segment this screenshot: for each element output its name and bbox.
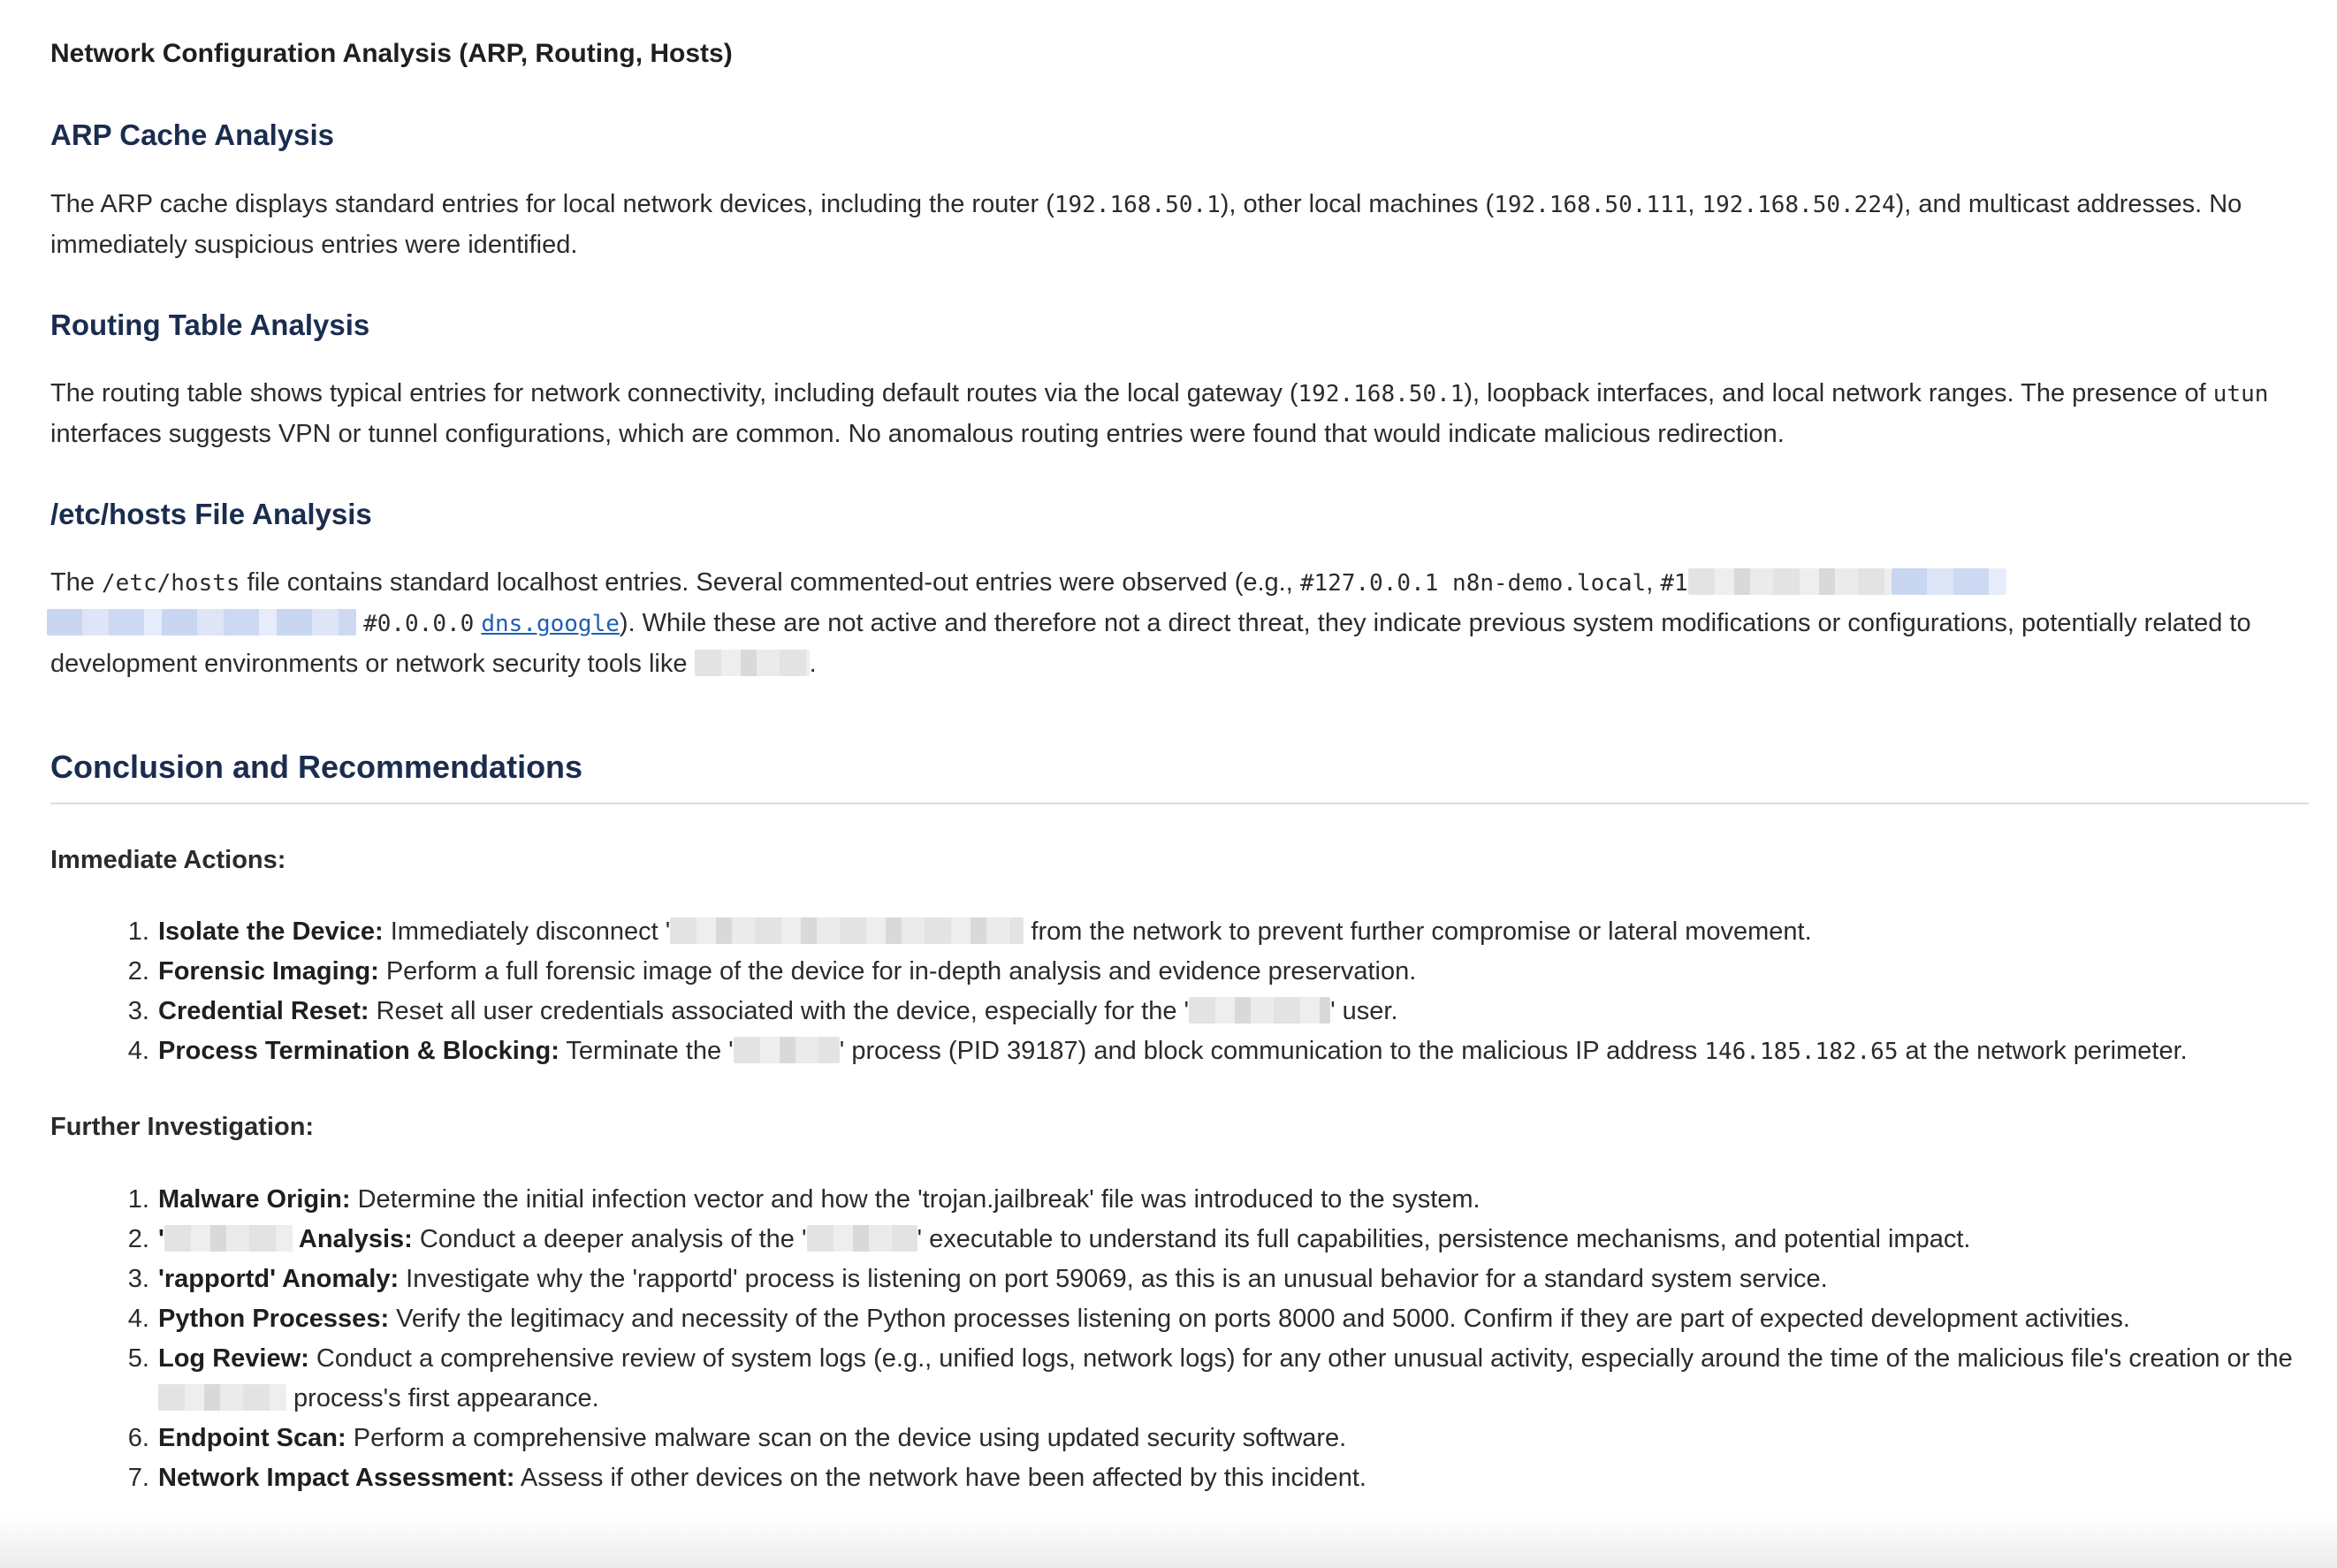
routing-heading: Routing Table Analysis <box>50 308 370 341</box>
item-label-prefix: ' <box>158 1225 164 1253</box>
redacted-link-block <box>1892 568 2006 595</box>
arp-text-2: ), other local machines ( <box>1220 190 1495 218</box>
immediate-actions-list <box>50 912 2313 1072</box>
hosts-code-path: /etc/hosts <box>102 570 240 597</box>
arp-sep: , <box>1687 190 1702 218</box>
item-text: Terminate the ' <box>559 1037 734 1065</box>
item-text: Conduct a deeper analysis of the ' <box>412 1225 807 1253</box>
immediate-actions-heading: Immediate Actions: <box>50 846 286 874</box>
item-text: Conduct a comprehensive review of system logs (e.g., unified logs, network logs) for any other unusual activity, especially around the time of the malicious file's creation or the <box>308 1344 2293 1373</box>
item-label: Malware Origin: <box>158 1185 351 1214</box>
item-label: Log Review: <box>158 1344 309 1373</box>
item-text: Assess if other devices on the network have been affected by this incident. <box>514 1464 1366 1492</box>
page-title: Network Configuration Analysis (ARP, Routing, Hosts) <box>50 39 733 68</box>
routing-text-1: The routing table shows typical entries for network connectivity, including default routes via the local gateway ( <box>50 379 1298 407</box>
arp-text-3: ), and multicast addresses. No immediately suspicious entries were identified. <box>50 190 2242 259</box>
list-item <box>156 952 2313 992</box>
item-text: at the network perimeter. <box>1898 1037 2188 1065</box>
hosts-heading: /etc/hosts File Analysis <box>50 498 372 530</box>
hosts-code-entry-2: #1 <box>1660 570 1688 597</box>
list-item <box>156 1299 2313 1339</box>
arp-heading: ARP Cache Analysis <box>50 118 334 151</box>
item-label: Forensic Imaging: <box>158 957 379 986</box>
item-text: Verify the legitimacy and necessity of the Python processes listening on ports 8000 and 5000. Confirm if they are part of expected development activities. <box>389 1305 2130 1333</box>
item-label: Analysis: <box>292 1225 413 1253</box>
list-item <box>156 992 2313 1031</box>
item-text: Investigate why the 'rapportd' process is listening on port 59069, as this is an unusual behavior for a standard system service. <box>399 1265 1828 1293</box>
redacted-block <box>695 650 810 676</box>
redacted-block <box>158 1384 286 1411</box>
item-label: Python Processes: <box>158 1305 390 1333</box>
item-text: process's first appearance. <box>286 1384 599 1412</box>
arp-text-1: The ARP cache displays standard entries for local network devices, including the router ( <box>50 190 1054 218</box>
routing-text-2: ), loopback interfaces, and local network ranges. The presence of <box>1464 379 2213 407</box>
arp-ip-local-1: 192.168.50.111 <box>1494 192 1688 218</box>
item-text: from the network to prevent further compromise or lateral movement. <box>1031 917 1812 946</box>
routing-ip-gateway: 192.168.50.1 <box>1298 381 1465 407</box>
item-text: ' user. <box>1330 997 1398 1025</box>
arp-paragraph <box>50 185 2313 265</box>
hosts-paragraph <box>50 563 2313 684</box>
redacted-block <box>807 1225 917 1252</box>
redacted-block <box>164 1225 293 1252</box>
list-item <box>156 1458 2313 1498</box>
hosts-text-2: file contains standard localhost entries. Several commented-out entries were observed (e.g., <box>240 568 1300 597</box>
list-item <box>156 1031 2313 1072</box>
redacted-block <box>734 1037 840 1063</box>
item-label: Isolate the Device: <box>158 917 384 946</box>
bottom-fade <box>0 1515 2337 1568</box>
further-investigation-list <box>50 1180 2313 1498</box>
hosts-code-entry-3: #0.0.0.0 <box>363 611 475 637</box>
item-text: Determine the initial infection vector and how the 'trojan.jailbreak' file was introduced to the system. <box>350 1185 1481 1214</box>
redacted-block <box>670 917 1024 944</box>
redacted-block <box>1189 997 1330 1024</box>
arp-ip-local-2: 192.168.50.224 <box>1701 192 1896 218</box>
hosts-text-3: ). While these are not active and therefore not a direct threat, they indicate previous system modifications or configurations, potentially related to development environments or network security tools like <box>50 609 2251 678</box>
item-label: Network Impact Assessment: <box>158 1464 515 1492</box>
redacted-link-block-2 <box>47 609 356 636</box>
section-divider <box>50 803 2309 804</box>
item-label: 'rapportd' Anomaly: <box>158 1265 400 1293</box>
redacted-block <box>1688 568 1892 595</box>
hosts-code-entry-1: #127.0.0.1 n8n-demo.local <box>1299 570 1647 597</box>
dns-google-link[interactable]: dns.google <box>481 611 620 637</box>
item-text: Perform a full forensic image of the device for in-depth analysis and evidence preservation. <box>378 957 1417 986</box>
hosts-text-4: . <box>809 650 817 678</box>
further-investigation-heading: Further Investigation: <box>50 1113 315 1141</box>
routing-paragraph <box>50 374 2313 454</box>
item-text: Immediately disconnect ' <box>383 917 671 946</box>
arp-ip-router: 192.168.50.1 <box>1054 192 1221 218</box>
list-item <box>156 1339 2313 1419</box>
routing-text-3: interfaces suggests VPN or tunnel configurations, which are common. No anomalous routing entries were found that would indicate malicious redirection. <box>50 420 1785 448</box>
list-item <box>156 1180 2313 1220</box>
item-text: ' process (PID 39187) and block communication to the malicious IP address <box>839 1037 1705 1065</box>
list-item <box>156 1260 2313 1299</box>
item-text: Perform a comprehensive malware scan on the device using updated security software. <box>346 1424 1347 1452</box>
hosts-text-1: The <box>50 568 103 597</box>
item-label: Credential Reset: <box>158 997 369 1025</box>
malicious-ip: 146.185.182.65 <box>1704 1039 1899 1065</box>
item-label: Process Termination & Blocking: <box>158 1037 560 1065</box>
list-item <box>156 912 2313 952</box>
list-item <box>156 1419 2313 1458</box>
conclusion-heading: Conclusion and Recommendations <box>50 749 583 785</box>
hosts-sep: , <box>1646 568 1661 597</box>
list-item <box>156 1220 2313 1260</box>
routing-code-utun: utun <box>2212 381 2269 407</box>
item-label: Endpoint Scan: <box>158 1424 346 1452</box>
item-text: ' executable to understand its full capabilities, persistence mechanisms, and potential impact. <box>917 1225 1971 1253</box>
item-text: Reset all user credentials associated with the device, especially for the ' <box>369 997 1190 1025</box>
